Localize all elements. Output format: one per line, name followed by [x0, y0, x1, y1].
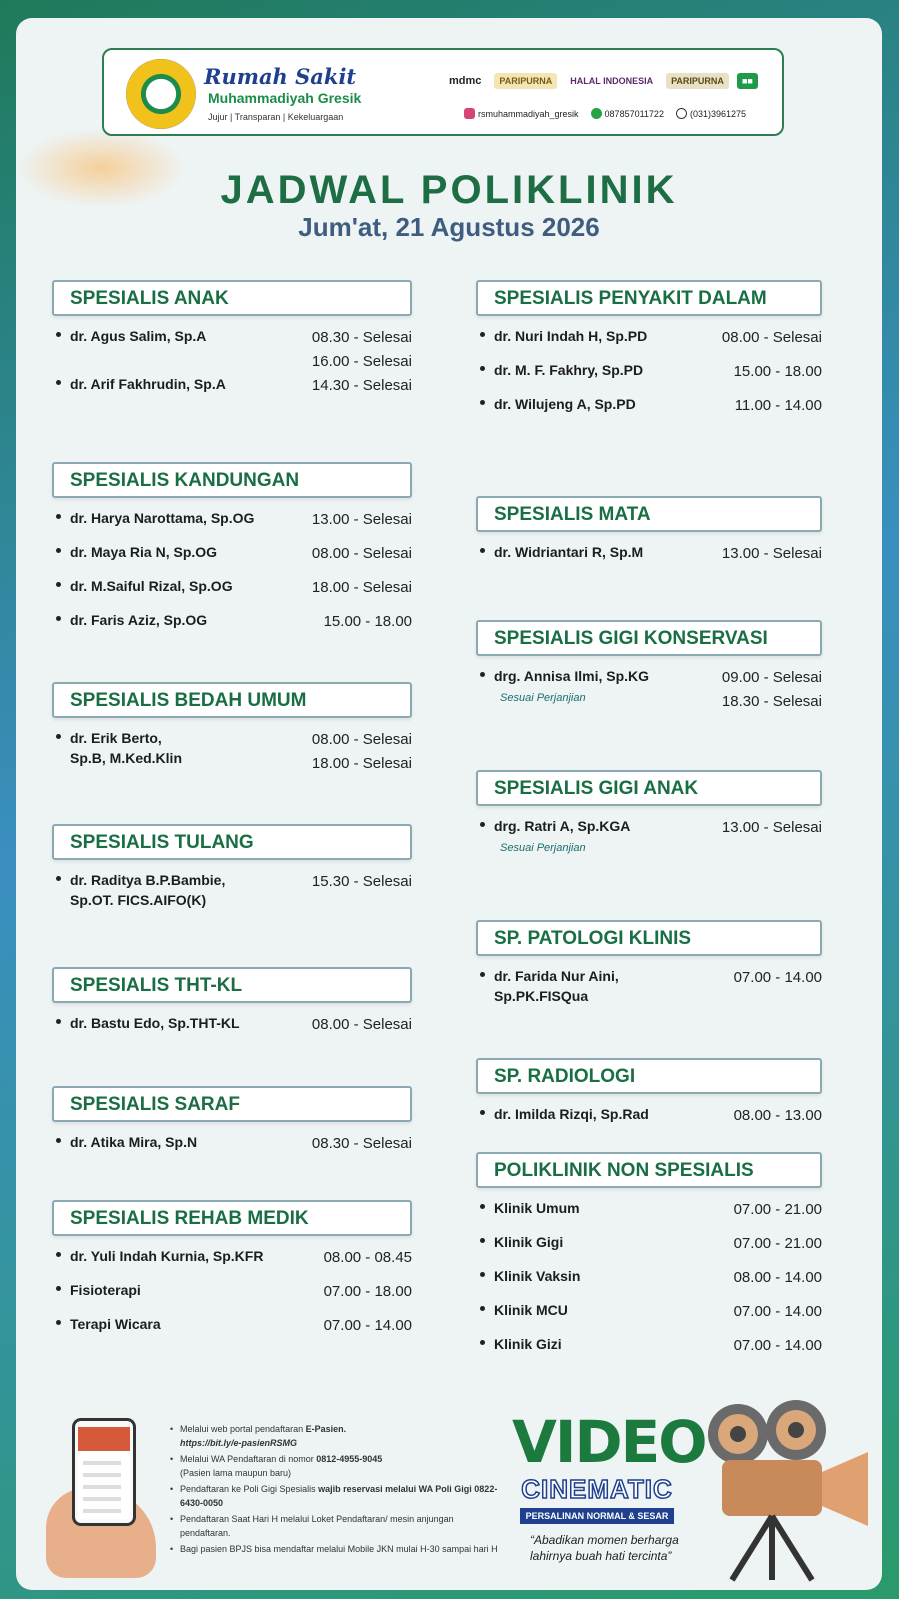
doctor-name — [70, 542, 217, 562]
clinic-hours — [324, 1246, 412, 1270]
doctor-title-line: Sp.OT. FICS.AIFO(K) — [70, 892, 207, 908]
schedule-row — [52, 1130, 412, 1164]
clinic-hours — [734, 1334, 822, 1358]
video-cinematic-promo — [512, 1408, 706, 1564]
schedule-row — [476, 1196, 822, 1230]
doctor-name-line: dr. Atika Mira, Sp.N — [70, 1134, 198, 1150]
doctor-name-line: dr. Imilda Rizqi, Sp.Rad — [494, 1106, 649, 1122]
bullet-icon — [56, 1286, 61, 1291]
clinic-hours — [312, 508, 412, 532]
schedule-row — [52, 1244, 412, 1278]
doctor-name — [70, 1013, 240, 1033]
bullet-icon — [480, 366, 485, 371]
section-spesialis-tulang — [52, 824, 412, 916]
instagram-contact[interactable]: rsmuhammadiyah_gresik — [464, 108, 579, 119]
doctor-name-line: dr. Wilujeng A, Sp.PD — [494, 396, 636, 412]
doctor-name-line: Klinik Umum — [494, 1200, 580, 1216]
phone-icon — [676, 108, 687, 119]
doctor-name-line: dr. Raditya B.P.Bambie, — [70, 872, 226, 888]
doctor-name — [494, 326, 647, 346]
clinic-hours — [312, 1132, 412, 1156]
bullet-icon — [56, 1320, 61, 1325]
time-slot: 07.00 - 21.00 — [733, 1235, 822, 1252]
section-poliklinik-non-spesialis — [476, 1152, 822, 1366]
section-title: POLIKLINIK NON SPESIALIS — [476, 1152, 822, 1188]
film-camera-icon — [692, 1394, 882, 1584]
doctor-name — [494, 1104, 649, 1124]
doctor-name — [70, 576, 233, 596]
doctor-name — [494, 1232, 563, 1252]
time-slot: 07.00 - 18.00 — [323, 1283, 412, 1300]
info-item: • Pendaftaran ke Poli Gigi Spesialis wajib reservasi melalui WA Poli Gigi 0822-6430-0050 — [168, 1482, 498, 1510]
clinic-hours — [734, 1266, 822, 1290]
doctor-name-line: drg. Ratri A, Sp.KGA — [494, 818, 631, 834]
whatsapp-icon — [591, 108, 602, 119]
bullet-icon — [480, 1340, 485, 1345]
schedule-row — [476, 540, 822, 574]
mdmc-badge: mdmc — [449, 75, 482, 87]
bullet-icon — [480, 822, 485, 827]
doctor-name-line: dr. Erik Berto, — [70, 730, 162, 746]
schedule-row — [52, 1011, 412, 1045]
clinic-hours — [312, 374, 412, 398]
doctor-name — [494, 360, 643, 380]
bullet-icon — [480, 1110, 485, 1115]
schedule-row — [476, 1102, 822, 1136]
schedule-page — [16, 18, 882, 1590]
registration-info — [168, 1422, 498, 1558]
doctor-name-line: drg. Annisa Ilmi, Sp.KG — [494, 668, 650, 684]
schedule-row — [476, 664, 822, 712]
bullet-icon — [56, 876, 61, 881]
bullet-icon — [480, 548, 485, 553]
doctor-name-line: dr. M.Saiful Rizal, Sp.OG — [70, 578, 233, 594]
section-title: SPESIALIS SARAF — [52, 1086, 412, 1122]
time-slot: 07.00 - 14.00 — [733, 1303, 822, 1320]
clinic-hours — [734, 1104, 822, 1128]
clinic-hours — [324, 610, 412, 634]
section-title: SPESIALIS REHAB MEDIK — [52, 1200, 412, 1236]
schedule-row — [476, 1230, 822, 1264]
doctor-name — [70, 1314, 161, 1334]
clinic-hours — [722, 666, 822, 714]
doctor-name-line: dr. Bastu Edo, Sp.THT-KL — [70, 1015, 240, 1031]
time-slot: 08.30 - Selesai — [311, 329, 412, 346]
section-sp-patologi-klinis — [476, 920, 822, 1012]
time-slot: 13.00 - Selesai — [311, 511, 412, 528]
doctor-name-line: Klinik Gizi — [494, 1336, 562, 1352]
phone-contact[interactable]: (031)3961275 — [676, 108, 746, 119]
schedule-row — [52, 1278, 412, 1312]
doctor-name-line: Terapi Wicara — [70, 1316, 161, 1332]
schedule-row — [476, 324, 822, 358]
schedule-row — [52, 1312, 412, 1346]
clinic-hours — [734, 1198, 822, 1222]
doctor-name-line: dr. M. F. Fakhry, Sp.PD — [494, 362, 644, 378]
section-title: SPESIALIS TULANG — [52, 824, 412, 860]
bullet-icon — [56, 734, 61, 739]
green-badge: ■■ — [737, 73, 758, 89]
info-item: • Melalui WA Pendaftaran di nomor 0812-4955-9045 (Pasien lama maupun baru) — [168, 1452, 498, 1480]
clinic-hours — [734, 360, 822, 384]
doctor-name-line: Klinik Gigi — [494, 1234, 564, 1250]
section-title: SP. RADIOLOGI — [476, 1058, 822, 1094]
clinic-hours — [735, 394, 822, 418]
schedule-row — [476, 358, 822, 392]
section-title: SPESIALIS BEDAH UMUM — [52, 682, 412, 718]
time-slot: 11.00 - 14.00 — [734, 397, 822, 414]
time-slot: 09.00 - Selesai — [721, 669, 822, 686]
hospital-logo — [126, 59, 196, 129]
doctor-name-line: dr. Farida Nur Aini, — [494, 968, 619, 984]
section-spesialis-rehab-medik — [52, 1200, 412, 1346]
doctor-name-line: Klinik Vaksin — [494, 1268, 581, 1284]
doctor-title-line: Sp.B, M.Ked.Klin — [70, 750, 182, 766]
doctor-name — [70, 610, 207, 630]
schedule-date: Jum'at, 21 Agustus 2026 — [298, 212, 600, 242]
schedule-row — [52, 506, 412, 540]
doctor-name-line: Klinik MCU — [494, 1302, 568, 1318]
doctor-name — [70, 374, 226, 394]
page-title: JADWAL POLIKLINIK — [220, 168, 678, 212]
doctor-name — [494, 394, 636, 414]
time-slot: 13.00 - Selesai — [721, 819, 822, 836]
info-item: • Pendaftaran Saat Hari H melalui Loket Pendaftaran/ mesin anjungan pendaftaran. — [168, 1512, 498, 1540]
bullet-icon — [480, 972, 485, 977]
section-title: SP. PATOLOGI KLINIS — [476, 920, 822, 956]
doctor-name — [494, 966, 619, 1006]
video-subtitle: CINEMATIC — [521, 1474, 673, 1504]
doctor-name — [494, 1334, 562, 1354]
schedule-row — [52, 726, 412, 774]
clinic-hours — [312, 1013, 412, 1037]
doctor-name — [70, 1246, 263, 1266]
clinic-hours — [324, 1280, 412, 1304]
appointment-note: Sesuai Perjanjian — [500, 842, 586, 854]
doctor-name-line: dr. Arif Fakhrudin, Sp.A — [70, 376, 226, 392]
clinic-hours — [734, 966, 822, 990]
clinic-hours — [734, 1232, 822, 1256]
bullet-icon — [56, 514, 61, 519]
clinic-hours — [734, 1300, 822, 1324]
schedule-row — [52, 372, 412, 406]
doctor-name-line: dr. Agus Salim, Sp.A — [70, 328, 207, 344]
doctor-name — [494, 666, 649, 686]
section-title: SPESIALIS MATA — [476, 496, 822, 532]
clinic-hours — [722, 816, 822, 840]
doctor-name — [494, 542, 643, 562]
clinic-hours — [722, 326, 822, 350]
section-spesialis-gigi-konservasi — [476, 620, 822, 712]
time-slot: 18.00 - Selesai — [311, 579, 412, 596]
section-title: SPESIALIS ANAK — [52, 280, 412, 316]
hospital-name-line1: Rumah Sakit — [204, 64, 357, 89]
schedule-row — [476, 1332, 822, 1366]
time-slot: 08.00 - 08.45 — [323, 1249, 412, 1266]
hospital-name-line2: Muhammadiyah Gresik — [208, 90, 362, 106]
doctor-name — [494, 1300, 568, 1320]
paripurna-badge: PARIPURNA — [494, 73, 557, 89]
section-title: SPESIALIS GIGI ANAK — [476, 770, 822, 806]
schedule-row — [476, 1264, 822, 1298]
video-quote: “Abadikan momen berharga lahirnya buah hati tercinta” — [530, 1533, 679, 1563]
time-slot: 08.00 - Selesai — [311, 1016, 412, 1033]
doctor-name — [70, 870, 225, 910]
section-spesialis-bedah-umum — [52, 682, 412, 774]
phone-illustration — [72, 1418, 136, 1526]
schedule-row — [52, 574, 412, 608]
video-title: VIDEO — [512, 1408, 706, 1476]
doctor-name — [494, 1266, 580, 1286]
clinic-hours — [324, 1314, 412, 1338]
time-slot: 16.00 - Selesai — [311, 353, 412, 370]
accreditation-badges — [444, 72, 758, 90]
bullet-icon — [480, 332, 485, 337]
schedule-row — [52, 324, 412, 372]
halal-badge: HALAL INDONESIA — [570, 76, 654, 86]
bullet-icon — [56, 332, 61, 337]
bullet-icon — [56, 380, 61, 385]
time-slot: 07.00 - 14.00 — [323, 1317, 412, 1334]
bullet-icon — [480, 400, 485, 405]
clinic-hours — [312, 870, 412, 894]
hospital-tagline: Jujur | Transparan | Kekeluargaan — [208, 112, 344, 122]
doctor-name — [494, 816, 630, 836]
whatsapp-contact[interactable]: 087857011722 — [591, 108, 664, 119]
contact-bar — [464, 108, 746, 119]
time-slot: 08.00 - 13.00 — [733, 1107, 822, 1124]
bullet-icon — [480, 1238, 485, 1243]
time-slot: 08.00 - Selesai — [311, 545, 412, 562]
doctor-name-line: dr. Maya Ria N, Sp.OG — [70, 544, 218, 560]
bullet-icon — [56, 616, 61, 621]
doctor-name — [70, 1132, 197, 1152]
bullet-icon — [480, 1306, 485, 1311]
time-slot: 13.00 - Selesai — [721, 545, 822, 562]
time-slot: 15.30 - Selesai — [311, 873, 412, 890]
section-title: SPESIALIS GIGI KONSERVASI — [476, 620, 822, 656]
section-spesialis-mata — [476, 496, 822, 574]
section-spesialis-tht-kl — [52, 967, 412, 1045]
doctor-name-line: dr. Faris Aziz, Sp.OG — [70, 612, 208, 628]
clinic-hours — [312, 326, 412, 374]
info-item: • Melalui web portal pendaftaran E-Pasien. https://bit.ly/e-pasienRSMG — [168, 1422, 498, 1450]
bullet-icon — [56, 548, 61, 553]
doctor-name-line: dr. Yuli Indah Kurnia, Sp.KFR — [70, 1248, 264, 1264]
clinic-hours — [312, 728, 412, 776]
clinic-hours — [312, 542, 412, 566]
section-title: SPESIALIS THT-KL — [52, 967, 412, 1003]
section-spesialis-anak — [52, 280, 412, 406]
schedule-row — [52, 868, 412, 916]
doctor-name-line: dr. Widriantari R, Sp.M — [494, 544, 644, 560]
paripurna-star-badge: PARIPURNA — [666, 73, 729, 89]
schedule-row — [476, 392, 822, 426]
info-item: • Bagi pasien BPJS bisa mendaftar melalui Mobile JKN mulai H-30 sampai hari H — [168, 1542, 498, 1556]
bullet-icon — [56, 1019, 61, 1024]
bullet-icon — [56, 1138, 61, 1143]
doctor-name — [70, 1280, 141, 1300]
bullet-icon — [56, 582, 61, 587]
section-spesialis-gigi-anak — [476, 770, 822, 854]
section-title: SPESIALIS KANDUNGAN — [52, 462, 412, 498]
time-slot: 18.30 - Selesai — [721, 693, 822, 710]
schedule-row — [52, 540, 412, 574]
doctor-name — [70, 508, 254, 528]
section-spesialis-kandungan — [52, 462, 412, 642]
time-slot: 08.30 - Selesai — [311, 1135, 412, 1152]
schedule-row — [476, 1298, 822, 1332]
schedule-row — [476, 964, 822, 1012]
instagram-icon — [464, 108, 475, 119]
schedule-row — [52, 608, 412, 642]
time-slot: 08.00 - Selesai — [311, 731, 412, 748]
section-spesialis-saraf — [52, 1086, 412, 1164]
appointment-note: Sesuai Perjanjian — [500, 692, 586, 704]
time-slot: 15.00 - 18.00 — [323, 613, 412, 630]
time-slot: 07.00 - 21.00 — [733, 1201, 822, 1218]
bullet-icon — [480, 672, 485, 677]
doctor-name — [70, 326, 206, 346]
bullet-icon — [56, 1252, 61, 1257]
doctor-title-line: Sp.PK.FISQua — [494, 988, 589, 1004]
clinic-hours — [722, 542, 822, 566]
video-tagline: PERSALINAN NORMAL & SESAR — [520, 1508, 674, 1524]
section-title: SPESIALIS PENYAKIT DALAM — [476, 280, 822, 316]
hospital-header — [102, 48, 784, 136]
time-slot: 18.00 - Selesai — [311, 755, 412, 772]
doctor-name — [70, 728, 182, 768]
doctor-name-line: dr. Harya Narottama, Sp.OG — [70, 510, 255, 526]
bullet-icon — [480, 1272, 485, 1277]
time-slot: 07.00 - 14.00 — [733, 1337, 822, 1354]
bullet-icon — [480, 1204, 485, 1209]
time-slot: 08.00 - Selesai — [721, 329, 822, 346]
section-spesialis-penyakit-dalam — [476, 280, 822, 426]
time-slot: 07.00 - 14.00 — [733, 969, 822, 986]
section-sp-radiologi — [476, 1058, 822, 1136]
doctor-name — [494, 1198, 580, 1218]
time-slot: 15.00 - 18.00 — [733, 363, 822, 380]
doctor-name-line: dr. Nuri Indah H, Sp.PD — [494, 328, 648, 344]
time-slot: 08.00 - 14.00 — [733, 1269, 822, 1286]
time-slot: 14.30 - Selesai — [311, 377, 412, 394]
clinic-hours — [312, 576, 412, 600]
doctor-name-line: Fisioterapi — [70, 1282, 141, 1298]
